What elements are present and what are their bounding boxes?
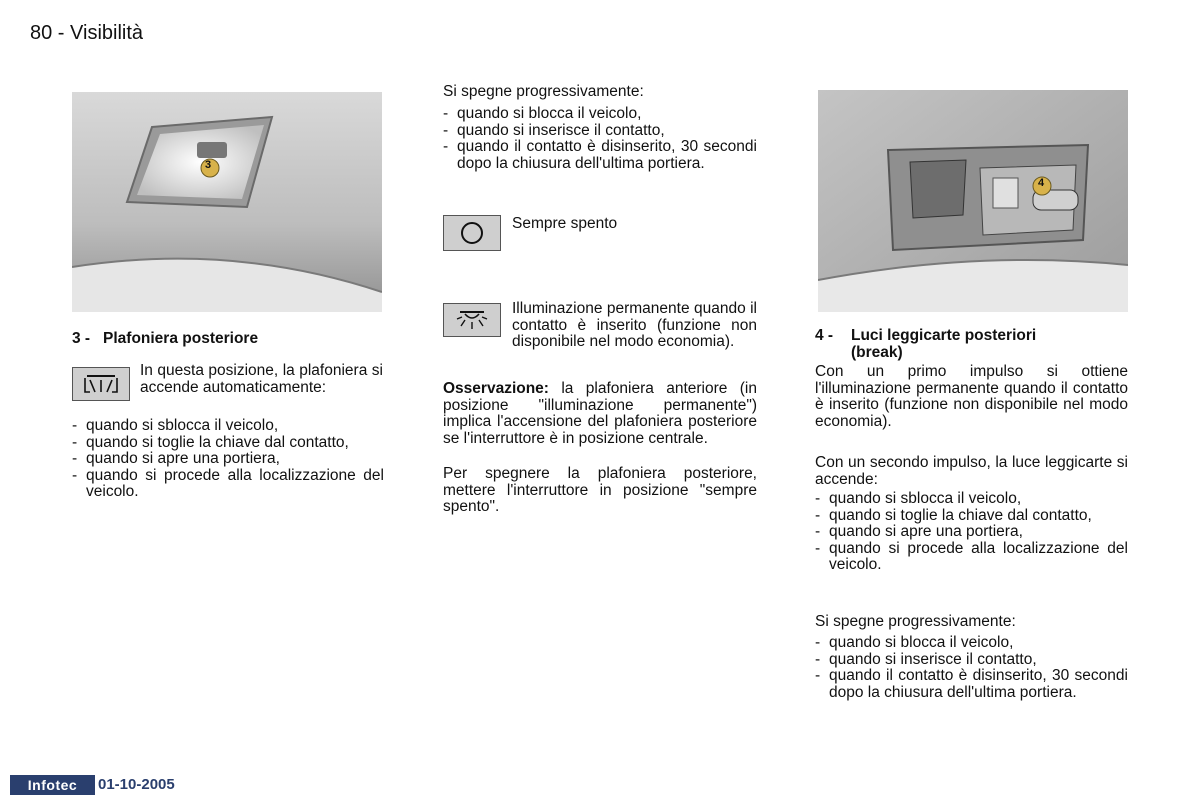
- footer-date: 01-10-2005: [98, 776, 175, 793]
- list-item: - quando si blocca il veicolo,: [443, 106, 757, 123]
- section-4-title: [851, 328, 1036, 361]
- always-off-icon-box: [443, 215, 501, 251]
- always-off-label: Sempre spento: [512, 215, 618, 232]
- list-item: - quando si blocca il veicolo,: [815, 635, 1128, 652]
- list-item: - quando si procede alla localizzazione del veicolo.: [72, 468, 384, 501]
- ceiling-light-rays-icon: [454, 308, 490, 332]
- note-heading: Osservazione:: [443, 380, 549, 397]
- section-3-auto-text: In questa posizione, la plafoniera si accende automaticamente:: [140, 362, 383, 396]
- list-item: - quando si inserisce il contatto,: [815, 652, 1128, 669]
- callout-4: 4: [1038, 177, 1045, 189]
- section-4-on-list: [815, 491, 1128, 574]
- section-4-title-line1: Luci leggicarte posteriori: [851, 327, 1037, 344]
- auto-mode-icon-box: [72, 367, 130, 401]
- list-item: - quando si inserisce il contatto,: [443, 123, 757, 140]
- list-item: - quando si sblocca il veicolo,: [72, 418, 384, 435]
- list-item: - quando si apre una portiera,: [815, 524, 1128, 541]
- circle-off-icon: [459, 220, 485, 246]
- section-4-number: 4 -: [815, 327, 834, 344]
- section-4-second-press: Con un secondo impulso, la luce leggicarte si accende:: [815, 454, 1128, 488]
- reading-lights-photo: [818, 90, 1128, 312]
- section-3-on-list: [72, 418, 384, 501]
- list-item: - quando si apre una portiera,: [72, 451, 384, 468]
- page-title: 80 - Visibilità: [30, 22, 144, 44]
- section-4-off-list: [815, 635, 1128, 701]
- section-4-off-intro: Si spegne progressivamente:: [815, 613, 1016, 630]
- section-4-first-press: Con un primo impulso si ottiene l'illuminazione permanente quando il contatto è inserito (funzione non disponibile nel modo economia).: [815, 363, 1128, 430]
- list-item: - quando il contatto è disinserito, 30 secondi dopo la chiusura dell'ultima portiera.: [815, 668, 1128, 701]
- permanent-light-icon-box: [443, 303, 501, 337]
- rear-ceiling-light-photo: [72, 92, 382, 312]
- list-item: - quando si toglie la chiave dal contatto,: [815, 508, 1128, 525]
- callout-3: 3: [205, 159, 212, 171]
- middle-switch-off-text: Per spegnere la plafoniera posteriore, mettere l'interruttore in posizione "sempre spento".: [443, 465, 757, 515]
- section-3-title: Plafoniera posteriore: [103, 330, 259, 347]
- section-3-heading: [72, 331, 392, 348]
- middle-off-list: [443, 106, 757, 172]
- permanent-light-label: Illuminazione permanente quando il contatto è inserito (funzione non disponibile nel modo economia).: [512, 300, 757, 350]
- list-item: - quando si toglie la chiave dal contatto,: [72, 435, 384, 452]
- note-text: la plafoniera anteriore (in posizione "illuminazione permanente") implica l'accensione del plafoniera posteriore se l'interruttore è in posizione centrale.: [443, 380, 757, 447]
- list-item: - quando il contatto è disinserito, 30 secondi dopo la chiusura dell'ultima portiera.: [443, 139, 757, 172]
- section-3-number: 3 -: [72, 330, 91, 347]
- section-4-title-line2: (break): [851, 343, 903, 361]
- middle-note: [443, 381, 757, 447]
- list-item: - quando si procede alla localizzazione del veicolo.: [815, 541, 1128, 574]
- footer-brand-badge: Infotec: [10, 775, 95, 795]
- middle-off-intro: Si spegne progressivamente:: [443, 83, 644, 100]
- door-light-icon: [81, 372, 121, 396]
- list-item: - quando si sblocca il veicolo,: [815, 491, 1128, 508]
